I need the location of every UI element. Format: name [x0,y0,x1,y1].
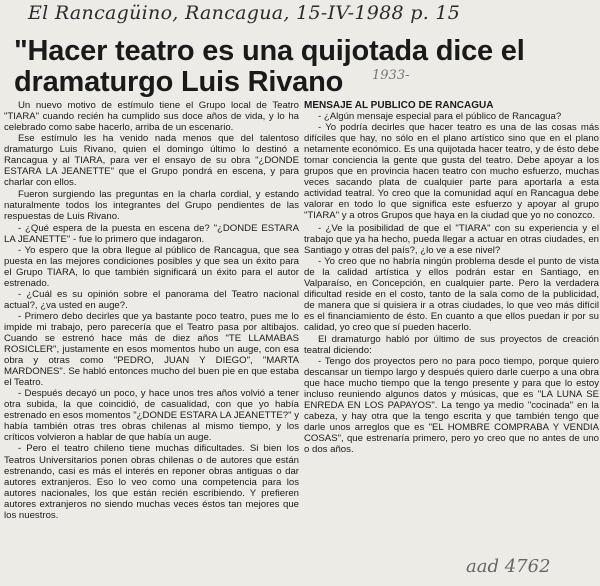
left-paragraph-3: Fueron surgiendo las preguntas en la charla cordial, y estando naturalmente todos los integrantes del Grupo pendientes de las respuestas de Luis Rivano. [4,189,299,223]
right-paragraph-3: - ¿Ve la posibilidad de que el "TIARA" con su experiencia y el trabajo que ya ha hecho, pueda llegar a actuar en otras ciudades, en Santiago y otras del país?, ¿lo ve a ese nivel? [304,222,599,256]
article-headline: "Hacer teatro es una quijotada dice el dramaturgo Luis Rivano [14,35,525,98]
article-right-column [304,100,599,456]
article-left-column [4,100,299,521]
left-paragraph-9: - Pero el teatro chileno tiene muchas dificultades. Si bien los Teatros Universitarios ponen obras chilenas o de autores que están estrenando, casi es más el interés en reponer obras antiguas o dar autores extranjeros. Eso lo veo como una competencia para los autores nacionales, los que están recién escribiendo. Y prefieren autores extranjeros no siendo muchas veces éstos tan mejores que los nuestros. [4,443,299,521]
left-paragraph-2: Ese estímulo les ha venido nada menos que del talentoso dramaturgo Luis Rivano, quien el domingo último lo destinó a Rancagua y al TIARA, para ver el ensayo de su obra "¿DONDE ESTARA LA JEANETTE" que el Grupo pondrá en escena, y para charlar con ellos. [4,133,299,189]
handwritten-archive-code: aad 4762 [466,556,551,577]
left-paragraph-1: Un nuevo motivo de estímulo tiene el Grupo local de Teatro "TIARA" cuando recién ha cumplido sus doce años de vida, y lo ha celebrado como sabe hacerlo, arriba de un escenario. [4,100,299,134]
left-paragraph-7: - Primero debo decirles que ya bastante poco teatro, pues me lo impide mi trabajo, pero parecería que el Teatro pasa por altibajos. Cuando se estrenó hace más de diez años "TE LLAMABAS ROSICLER", justamente en esos momentos hubo un auge, con esa obra y otras como "PEDRO, JUAN Y DIEGO", "MARTA MARDONES". Se habló entonces mucho del buen pie en que estaba el Teatro. [4,310,299,389]
right-paragraph-4: - Yo creo que no habría ningún problema desde el punto de vista de la calidad artística y ellos podrán estar en Santiago, en Valparaíso, en Concepción, en cualquier parte. Pero la verdadera dificultad reside en el costo, tanto de la sala como de la publicidad, de manera que si quisiera ir a otras ciudades, lo que veo más difícil es el financiamiento de ésto. En cuanto a que ellos puedan ir por su calidad, yo creo que sí pueden hacerlo. [304,255,599,333]
left-paragraph-4: - ¿Qué espera de la puesta en escena de? "¿DONDE ESTARA LA JEANETTE" - fue lo primero que indagaron. [4,222,299,245]
right-paragraph-5: El dramaturgo habló por último de sus proyectos de creación teatral diciendo: [304,333,599,357]
handwritten-year-note: 1933- [372,68,410,83]
left-paragraph-8: - Después decayó un poco, y hace unos tres años volvió a tener otra subida, la que coincidió, de casualidad, con que yo había estrenado en esos momentos "¿DONDE ESTARA LA JEANETTE?" y había también otras tres obras chilenas al mismo tiempo, y los críticos volvieron a hablar de que había un auge. [4,388,299,444]
section-subheading: MENSAJE AL PUBLICO DE RANCAGUA [304,100,494,111]
right-paragraph-6: - Tengo dos proyectos pero no para poco tiempo, porque quiero descansar un tiempo largo y después quiero darle cuerpo a una obra que hace mucho tiempo que la tengo presente y para que lo estoy incluso reuniendo algunos datos y músicas, que es "LA LUNA SE ENREDA EN LOS PAPAYOS". La tengo ya medio "cocinada" en la cabeza, y hay otra que la tengo escrita y que también tengo que darle unos arreglos que es "EL HOMBRE COMPRABA Y VENDIA COSAS", que estrenaría primero, pero yo creo que no antes de uno o dos años. [304,356,599,456]
handwritten-source-note: El Rancagüino, Rancagua, 15-IV-1988 p. 15 [28,2,461,24]
left-paragraph-5: - Yo espero que la obra llegue al público de Rancagua, que sea puesta en las mejores condiciones posibles y que sea un éxito para el Grupo TIARA, lo que también significará un éxito para el autor estrenado. [4,244,299,289]
right-paragraph-2: - Yo podría decirles que hacer teatro es una de las cosas más difíciles que hay, no sólo en el plano artístico sino que en el plano netamente económico. Es una quijotada hacer teatro, y de ésto debe tomar conciencia la gente que gusta del teatro. Debe apoyar a los grupos que en provincia hacen teatro con mucho esfuerzo, muchas veces sacando plata de cualquier parte para aportarla a esta actividad teatral. Yo creo que la comunidad aquí en Rancagua debe valorar en todo lo que significa este esfuerzo y apoyar al grupo "TIARA" y a otros Grupos que haya en la ciudad que yo no conozco. [304,122,599,222]
left-paragraph-6: - ¿Cuál es su opinión sobre el panorama del Teatro nacional actual?, ¿va usted en auge?. [4,288,299,311]
right-paragraph-1: - ¿Algún mensaje especial para el público de Rancagua? [318,111,562,123]
